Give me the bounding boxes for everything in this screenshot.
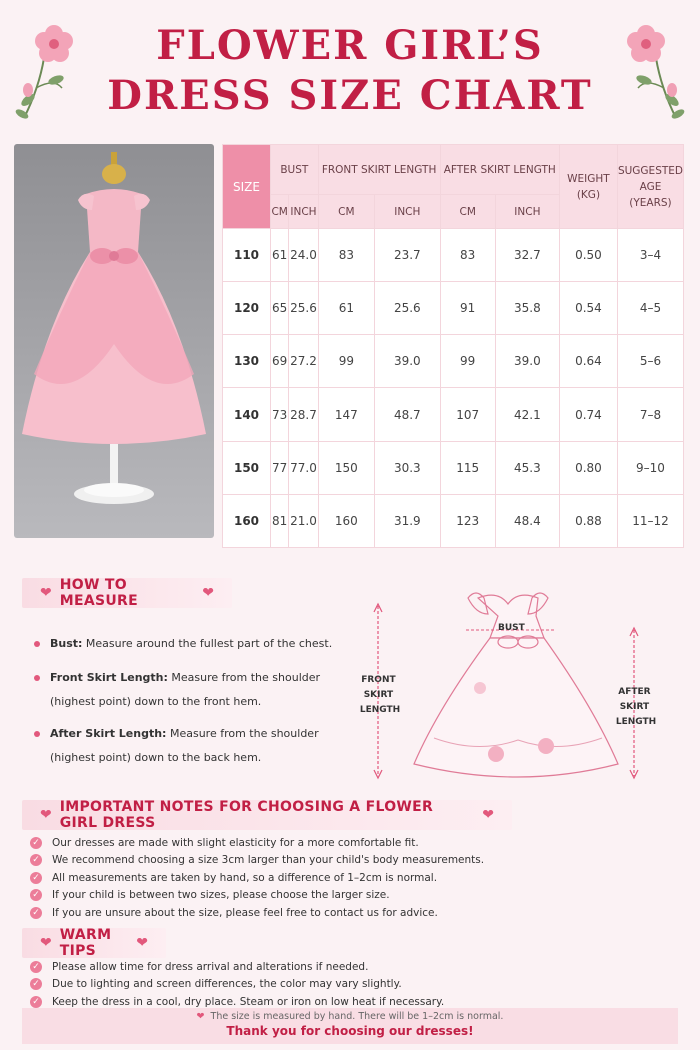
check-icon: ✓ [30,872,42,884]
bullet-icon [34,675,40,681]
measure-after-skirt [34,722,354,770]
bust-cm-cell: 77 [271,441,289,494]
heart-icon: ❤ [40,585,52,601]
front-skirt-header: FRONT SKIRT LENGTH [318,145,440,195]
weight-cell: 0.88 [559,494,617,547]
front-diagram-label [360,675,400,715]
heart-icon: ❤ [136,935,148,951]
front-text-2: (highest point) down to the front hem. [50,695,262,708]
sub-header-inch: INCH [495,195,559,229]
footer-note [22,1011,678,1022]
front-cm-cell: 61 [318,282,374,335]
bust-cm-cell: 65 [271,282,289,335]
bust-cm-cell: 81 [271,494,289,547]
weight-header: WEIGHT (KG) [559,145,617,229]
size-cell: 120 [223,282,271,335]
size-cell: 110 [223,229,271,282]
check-icon: ✓ [30,907,42,919]
after-cm-cell: 107 [440,388,495,441]
important-notes-title: IMPORTANT NOTES FOR CHOOSING A FLOWER GIRL DRESS [59,799,434,831]
after-inch-cell: 42.1 [495,388,559,441]
tip-text: Due to lighting and screen differences, the color may vary slightly. [52,978,402,991]
bust-inch-cell: 24.0 [289,229,318,282]
sub-header-inch: INCH [375,195,440,229]
measure-diagram [358,568,678,790]
age-cell: 9–10 [617,441,683,494]
front-label-3: LENGTH [359,705,401,715]
bust-text: Measure around the fullest part of the chest. [85,637,333,650]
how-to-measure-header [22,578,232,608]
after-cm-cell: 91 [440,282,495,335]
after-cm-cell: 83 [440,229,495,282]
heart-icon: ❤ [482,807,494,823]
heart-icon: ❤ [40,935,52,951]
weight-cell: 0.50 [559,229,617,282]
weight-cell: 0.80 [559,441,617,494]
page-title-line2: DRESS SIZE CHART [107,72,593,119]
after-cm-cell: 123 [440,494,495,547]
list-item [30,904,670,922]
dress-sketch-icon [358,568,678,790]
weight-cell: 0.54 [559,282,617,335]
front-inch-cell: 23.7 [375,229,440,282]
after-inch-cell: 45.3 [495,441,559,494]
after-cm-cell: 115 [440,441,495,494]
front-cm-cell: 147 [318,388,374,441]
front-text-1: Measure from the shoulder [171,671,321,684]
size-header: SIZE [223,145,271,229]
page-title-line1: FLOWER GIRL’S [156,22,544,69]
footer-thanks: Thank you for choosing our dresses! [226,1024,474,1038]
after-inch-cell: 35.8 [495,282,559,335]
bust-diagram-label: BUST [498,623,525,633]
sub-header-inch: INCH [289,195,318,229]
table-row [223,335,684,388]
warm-tips-header [22,928,166,958]
size-cell: 150 [223,441,271,494]
bust-inch-cell: 77.0 [289,441,318,494]
check-icon: ✓ [30,889,42,901]
flower-branch-icon [606,18,686,128]
bust-cm-cell: 69 [271,335,289,388]
age-header: SUGGESTED AGE (YEARS) [617,145,683,229]
after-skirt-header: AFTER SKIRT LENGTH [440,145,559,195]
age-cell: 7–8 [617,388,683,441]
after-cm-cell: 99 [440,335,495,388]
bust-label: Bust: [50,637,83,650]
front-cm-cell: 83 [318,229,374,282]
after-inch-cell: 39.0 [495,335,559,388]
after-label-1: AFTER [618,687,651,697]
size-cell: 160 [223,494,271,547]
sub-header-cm: CM [440,195,495,229]
front-inch-cell: 48.7 [375,388,440,441]
weight-cell: 0.64 [559,335,617,388]
front-label: Front Skirt Length: [50,671,168,684]
dress-product-photo [14,144,214,538]
size-cell: 130 [223,335,271,388]
age-cell: 4–5 [617,282,683,335]
after-text-2: (highest point) down to the back hem. [50,751,262,764]
heart-icon: ❤ [202,585,214,601]
note-text: All measurements are taken by hand, so a difference of 1–2cm is normal. [52,871,438,884]
age-cell: 3–4 [617,229,683,282]
size-cell: 140 [223,388,271,441]
front-cm-cell: 150 [318,441,374,494]
warm-tips-title: WARM TIPS [59,927,112,959]
footer-bar [22,1008,678,1044]
bullet-icon [34,731,40,737]
after-label-2: SKIRT [619,702,650,712]
heart-icon: ❤ [40,807,52,823]
bust-inch-cell: 25.6 [289,282,318,335]
note-text: If your child is between two sizes, please choose the larger size. [52,889,390,902]
list-item [30,834,670,852]
table-row [223,229,684,282]
front-label-2: SKIRT [363,690,394,700]
front-inch-cell: 39.0 [375,335,440,388]
table-row [223,282,684,335]
check-icon: ✓ [30,996,42,1008]
sub-header-cm: CM [318,195,374,229]
bust-cm-cell: 73 [271,388,289,441]
table-row [223,441,684,494]
after-inch-cell: 32.7 [495,229,559,282]
tip-text: Please allow time for dress arrival and alterations if needed. [52,960,369,973]
tip-text: Keep the dress in a cool, dry place. Steam or iron on low heat if necessary. [52,995,445,1008]
heart-icon: ❤ [196,1011,205,1022]
how-to-measure-title: HOW TO MEASURE [59,577,138,609]
list-item [30,869,670,887]
size-chart-table [222,144,684,548]
bust-inch-cell: 28.7 [289,388,318,441]
notes-list [30,834,670,922]
list-item [30,887,670,905]
note-text: Our dresses are made with slight elasticity for a more comfortable fit. [52,836,419,849]
bust-inch-cell: 21.0 [289,494,318,547]
dress-illustration [14,144,214,538]
list-item [30,976,670,994]
front-inch-cell: 30.3 [375,441,440,494]
note-text: We recommend choosing a size 3cm larger than your child's body measurements. [52,854,485,867]
bust-header: BUST [271,145,319,195]
sub-header-cm: CM [271,195,289,229]
age-cell: 5–6 [617,335,683,388]
front-inch-cell: 25.6 [375,282,440,335]
check-icon: ✓ [30,854,42,866]
front-label-1: FRONT [361,675,396,685]
important-notes-header [22,800,512,830]
bust-inch-cell: 27.2 [289,335,318,388]
note-text: If you are unsure about the size, please feel free to contact us for advice. [52,906,438,919]
weight-cell: 0.74 [559,388,617,441]
check-icon: ✓ [30,961,42,973]
flower-branch-icon [14,18,94,128]
after-label: After Skirt Length: [50,727,167,740]
bust-cm-cell: 61 [271,229,289,282]
front-cm-cell: 160 [318,494,374,547]
check-icon: ✓ [30,837,42,849]
age-cell: 11–12 [617,494,683,547]
after-inch-cell: 48.4 [495,494,559,547]
list-item [30,852,670,870]
list-item [30,958,670,976]
front-cm-cell: 99 [318,335,374,388]
after-label-3: LENGTH [615,717,657,727]
measure-front-skirt [34,666,354,714]
front-inch-cell: 31.9 [375,494,440,547]
check-icon: ✓ [30,978,42,990]
table-row [223,494,684,547]
tips-list [30,958,670,1011]
bullet-icon [34,641,40,647]
measure-bust [34,632,354,656]
table-row [223,388,684,441]
footer-note-text: The size is measured by hand. There will be 1–2cm is normal. [210,1011,504,1022]
after-text-1: Measure from the shoulder [169,727,319,740]
after-diagram-label [616,687,656,727]
